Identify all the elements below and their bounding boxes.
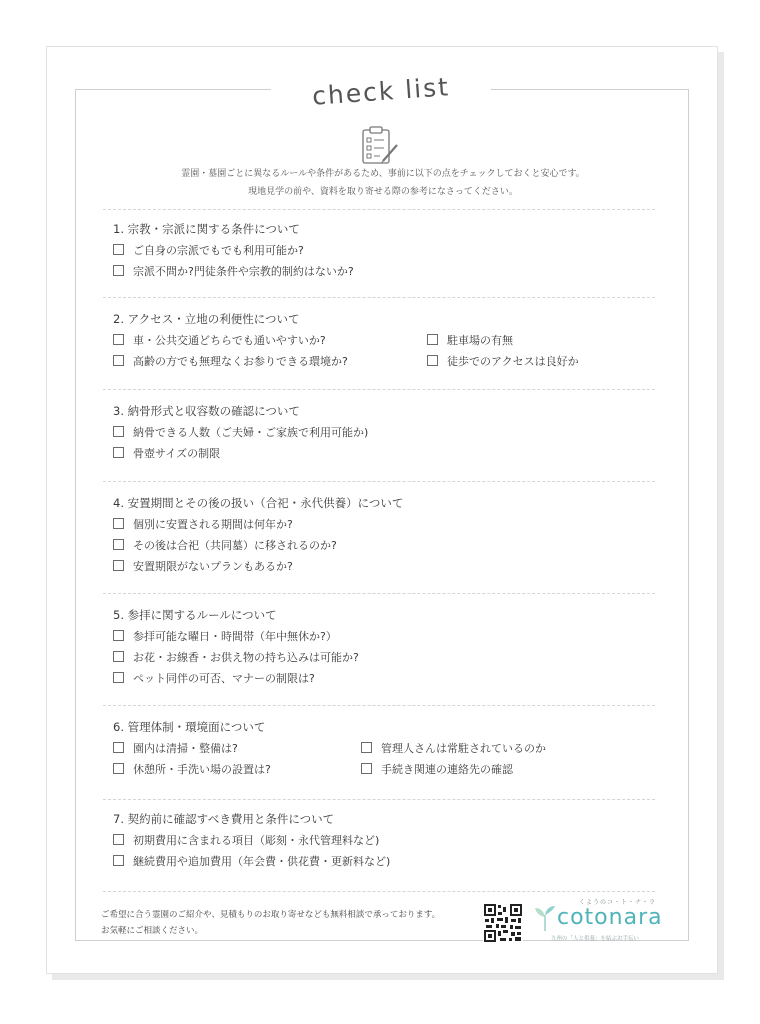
- intro-line-2: 現地見学の前や、資料を取り寄せる際の参考になさってください。: [248, 187, 518, 197]
- section-costs: [113, 809, 653, 871]
- checklist-item[interactable]: [113, 442, 653, 463]
- item-label: 宗派不問か?門徒条件や宗教的制約はないか?: [133, 264, 354, 278]
- divider: [103, 209, 655, 210]
- page-title: check list: [311, 72, 451, 111]
- checklist-item[interactable]: [427, 329, 513, 350]
- item-label: 参拝可能な曜日・時間帯（年中無休か?）: [133, 629, 337, 643]
- divider: [103, 799, 655, 800]
- checklist-item[interactable]: [113, 329, 653, 350]
- item-label: 休憩所・手洗い場の設置は?: [133, 762, 271, 776]
- item-label: 園内は清掃・整備は?: [133, 741, 238, 755]
- checkbox[interactable]: [361, 742, 372, 753]
- divider: [103, 705, 655, 706]
- checkbox[interactable]: [113, 426, 124, 437]
- checklist-item[interactable]: [113, 646, 653, 667]
- intro-text: [47, 165, 719, 201]
- item-label: 骨壺サイズの制限: [133, 446, 221, 460]
- checklist-item[interactable]: [113, 239, 653, 260]
- item-label: 継続費用や追加費用（年会費・供花費・更新料など): [133, 854, 391, 868]
- checkbox[interactable]: [113, 672, 124, 683]
- item-label: 駐車場の有無: [447, 333, 513, 347]
- item-label: その後は合祀（共同墓）に移されるのか?: [133, 538, 337, 552]
- checkbox[interactable]: [427, 334, 438, 345]
- item-label: 初期費用に含まれる項目（彫刻・永代管理料など): [133, 833, 380, 847]
- footer-line-1: ご希望に合う霊園のご紹介や、見積もりのお取り寄せなども無料相談で承っております。: [101, 910, 441, 920]
- checkbox[interactable]: [113, 560, 124, 571]
- logo-subtitle: 九州の「人と供養」を結ぶお手伝い: [551, 936, 640, 942]
- divider: [103, 389, 655, 390]
- cotonara-logo[interactable]: [533, 897, 663, 945]
- section-title: 7. 契約前に確認すべき費用と条件について: [113, 812, 335, 826]
- footer-text: [101, 907, 440, 939]
- footer-line-2: お気軽にご相談ください。: [101, 926, 204, 936]
- divider: [103, 481, 655, 482]
- section-religion: [113, 219, 653, 281]
- checkbox[interactable]: [113, 742, 124, 753]
- divider: [103, 593, 655, 594]
- divider: [103, 891, 655, 892]
- section-title: 1. 宗教・宗派に関する条件について: [113, 222, 300, 236]
- checklist-item[interactable]: [427, 350, 579, 371]
- section-enshrinement: [113, 493, 653, 576]
- checklist-item[interactable]: [113, 625, 653, 646]
- checklist-item[interactable]: [361, 737, 546, 758]
- checklist-item[interactable]: [361, 758, 513, 779]
- item-label: 車・公共交通どちらでも通いやすいか?: [133, 333, 326, 347]
- item-label: 高齢の方でも無理なくお参りできる環境か?: [133, 354, 348, 368]
- section-access: [113, 309, 653, 371]
- logo-name: cotonara: [557, 905, 663, 930]
- checkbox[interactable]: [113, 355, 124, 366]
- clipboard-icon: [359, 125, 403, 167]
- checkbox[interactable]: [427, 355, 438, 366]
- section-visit-rules: [113, 605, 653, 688]
- section-title: 4. 安置期間とその後の扱い（合祀・永代供養）について: [113, 496, 404, 510]
- section-title: 2. アクセス・立地の利便性について: [113, 312, 300, 326]
- section-title: 3. 納骨形式と収容数の確認について: [113, 404, 300, 418]
- checklist-item[interactable]: [113, 555, 653, 576]
- item-label: 安置期限がないプランもあるか?: [133, 559, 293, 573]
- item-label: 納骨できる人数（ご夫婦・ご家族で利用可能か): [133, 425, 369, 439]
- checkbox[interactable]: [113, 265, 124, 276]
- checklist-item[interactable]: [113, 534, 653, 555]
- checkbox[interactable]: [113, 518, 124, 529]
- logo-tagline: くようのコ・ト・ナ・ラ: [579, 899, 657, 906]
- checklist-item[interactable]: [113, 850, 653, 871]
- section-management: [113, 717, 653, 779]
- sprout-icon: [533, 903, 557, 933]
- item-label: 管理人さんは常駐されているのか: [381, 741, 546, 755]
- checkbox[interactable]: [113, 630, 124, 641]
- checklist-item[interactable]: [113, 829, 653, 850]
- item-label: 徒歩でのアクセスは良好か: [447, 354, 579, 368]
- checklist-item[interactable]: [113, 667, 653, 688]
- checkbox[interactable]: [113, 834, 124, 845]
- checkbox[interactable]: [361, 763, 372, 774]
- item-label: お花・お線香・お供え物の持ち込みは可能か?: [133, 650, 359, 664]
- item-label: ご自身の宗派でもでも利用可能か?: [133, 243, 304, 257]
- checkbox[interactable]: [113, 651, 124, 662]
- checkbox[interactable]: [113, 244, 124, 255]
- checkbox[interactable]: [113, 447, 124, 458]
- checkbox[interactable]: [113, 855, 124, 866]
- checkbox[interactable]: [113, 539, 124, 550]
- section-interment: [113, 401, 653, 463]
- qr-code-icon[interactable]: [483, 903, 523, 943]
- checkbox[interactable]: [113, 763, 124, 774]
- section-title: 5. 参拝に関するルールについて: [113, 608, 277, 622]
- section-title: 6. 管理体制・環境面について: [113, 720, 266, 734]
- checkbox[interactable]: [113, 334, 124, 345]
- item-label: ペット同伴の可否、マナーの制限は?: [133, 671, 315, 685]
- checklist-sheet: [46, 46, 718, 974]
- divider: [103, 297, 655, 298]
- item-label: 手続き関連の連絡先の確認: [381, 762, 513, 776]
- checklist-item[interactable]: [113, 260, 653, 281]
- checklist-item[interactable]: [113, 421, 653, 442]
- intro-line-1: 霊園・墓園ごとに異なるルールや条件があるため、事前に以下の点をチェックしておくと安心です。: [181, 169, 585, 179]
- checklist-item[interactable]: [113, 513, 653, 534]
- item-label: 個別に安置される期間は何年か?: [133, 517, 293, 531]
